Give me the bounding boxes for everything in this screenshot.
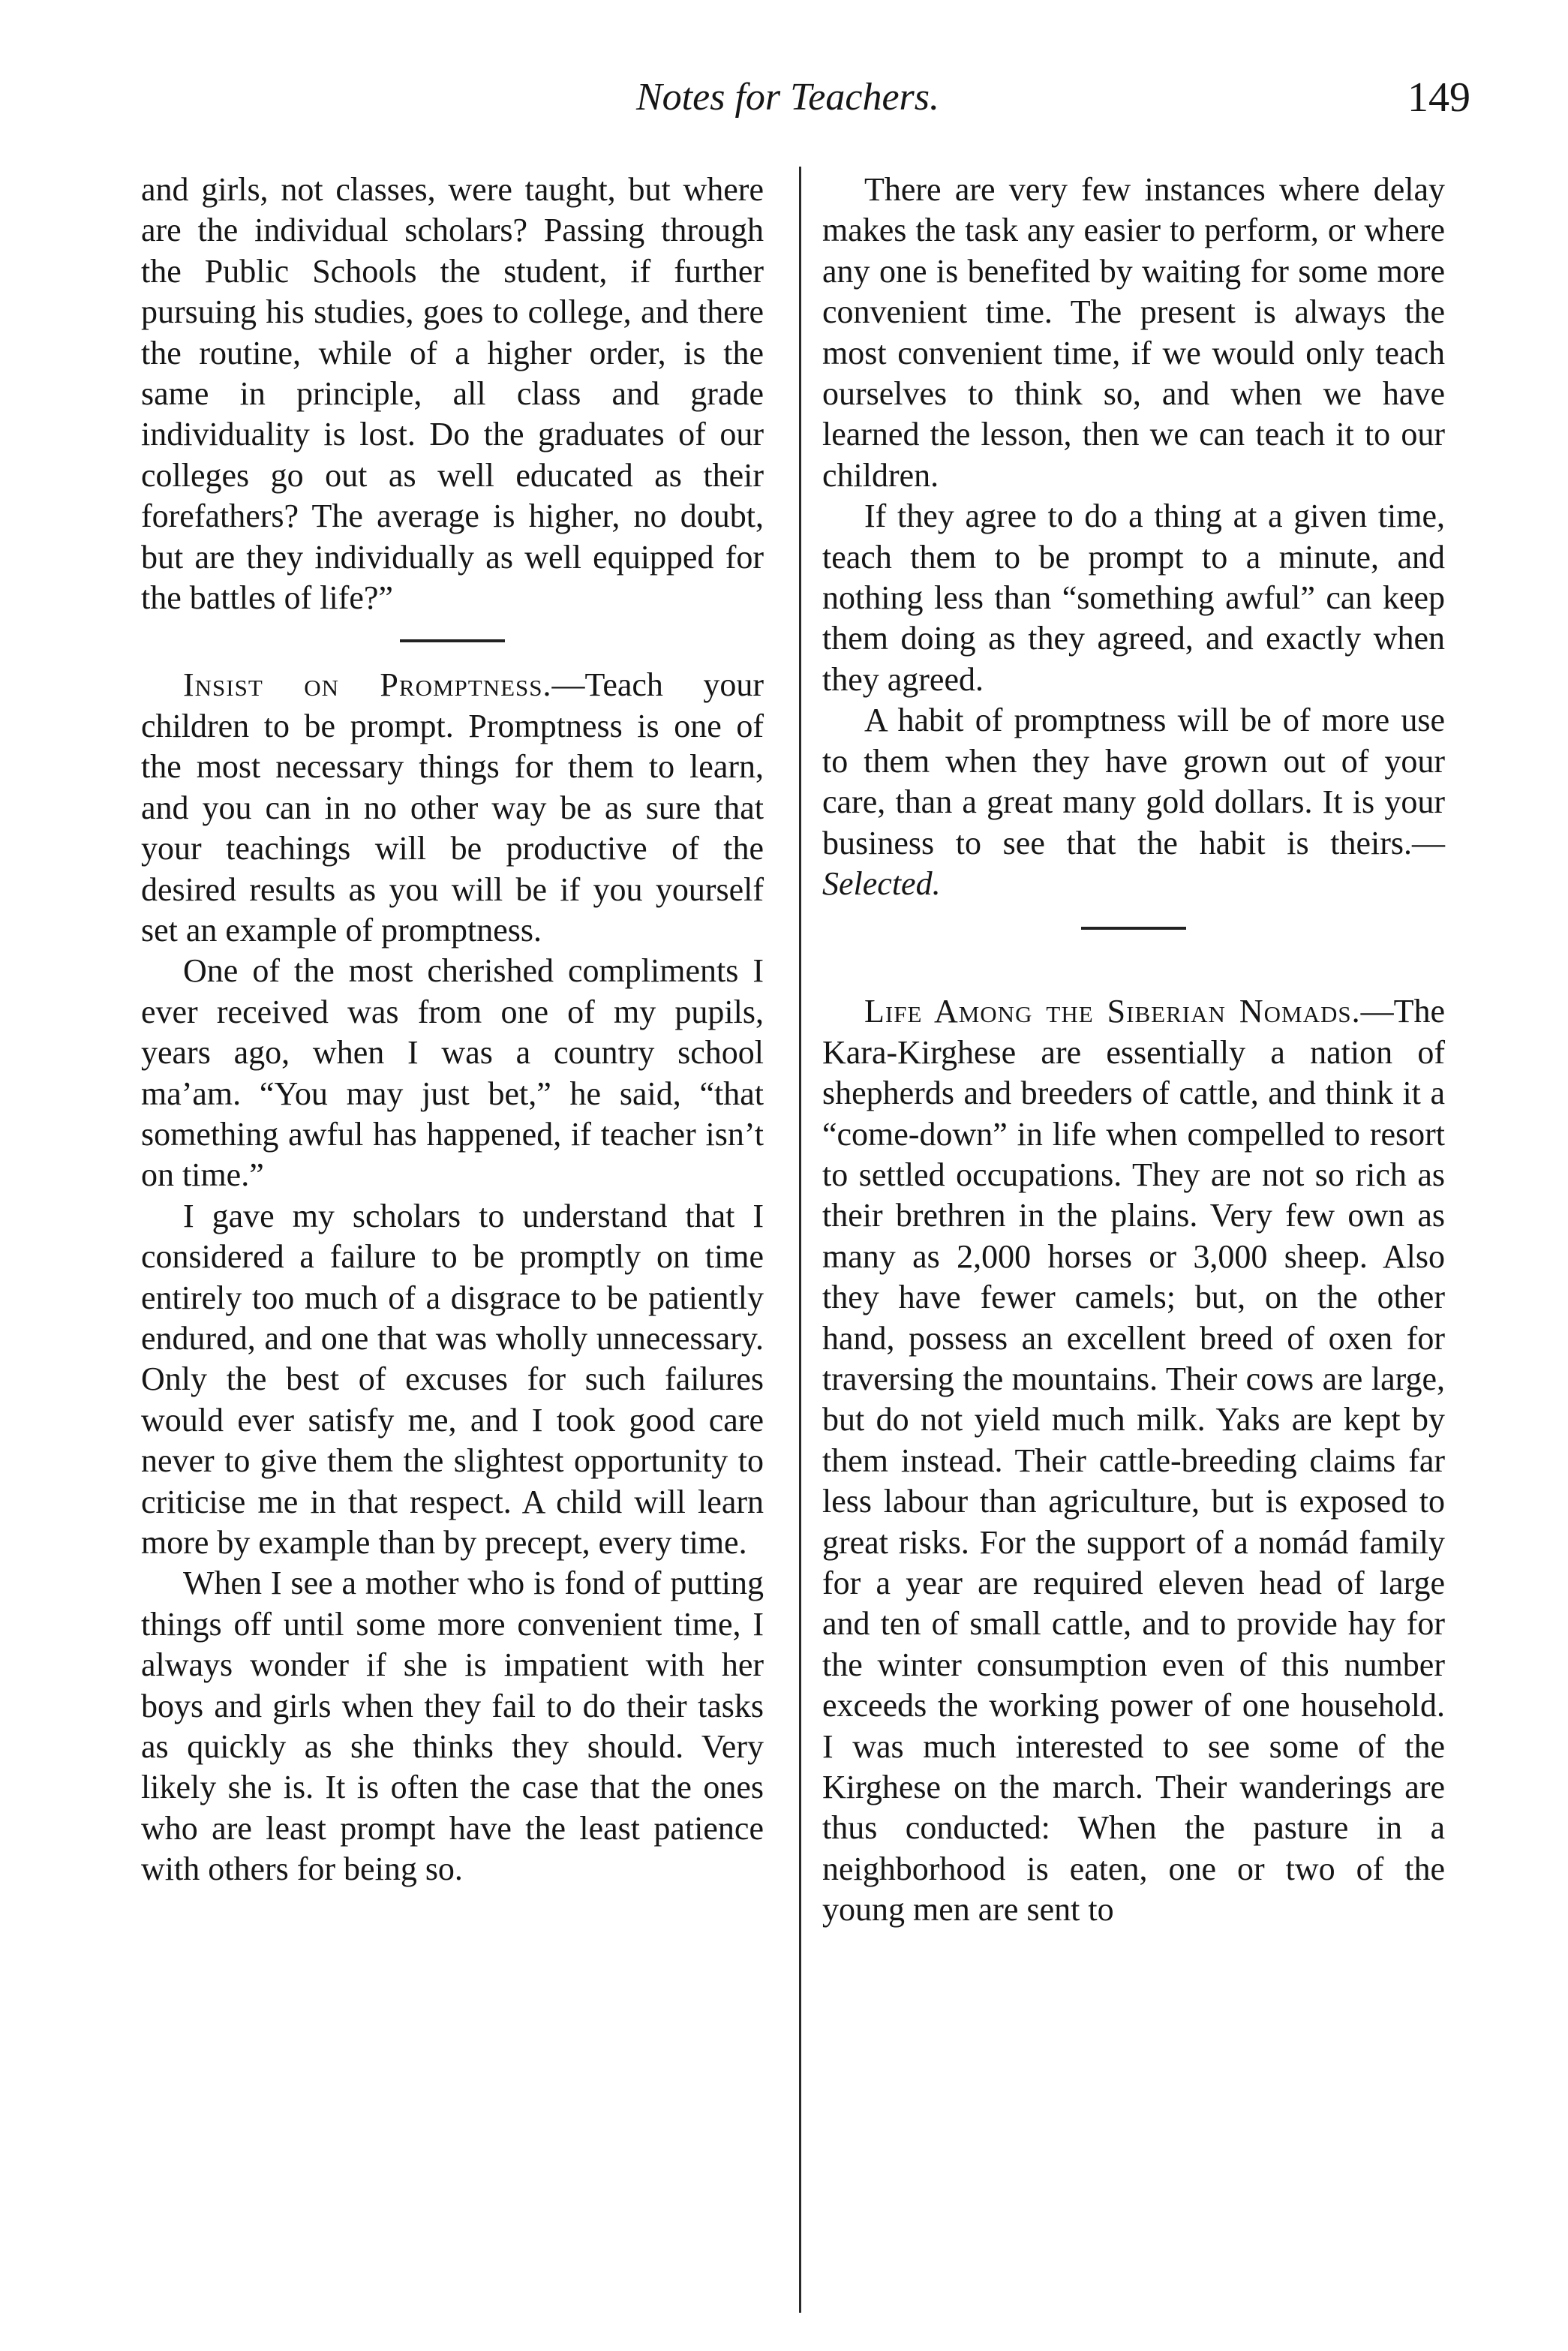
paragraph-delay: There are very few instances where delay makes the task any easier to perform, or where any one is benefited by waiting for some more convenient time. The present is always the most convenient time, if we would only teach ourselves to think so, and when we have learned the lesson, then we can teach it to our children. bbox=[822, 171, 1445, 494]
paragraph-siberian-text: —The Kara-Kirghese are essentially a nation of shepherds and breeders of cattle, and think it a “come-down” in life when compelled to resort to settled occupations. They are not so rich as their brethren in the plains. Very few own as many as 2,000 horses or 3,000 sheep. Also they have fewer camels; but, on the other hand, possess an excellent breed of oxen for traversing the mountains. Their cows are large, but do not yield much milk. Yaks are kept by them instead. Their cattle-breeding claims far less labour than agriculture, but is exposed to great risks. For the support of a nomád family for a year are required eleven head of large and ten of small cattle, and to provide hay for the winter consumption even of this number exceeds the working power of one household. I was much interested to see some of the Kirghese on the march. Their wanderings are thus conducted: When the pasture in a neighborhood is eaten, one or two of the young men are sent to bbox=[822, 993, 1445, 1929]
paragraph-siberian-nomads bbox=[822, 991, 1445, 1930]
paragraph-promptness-intro bbox=[141, 665, 764, 951]
paragraph-compliment: One of the most cherished compliments I ever received was from one of my pupils, years ago, when I was a country school ma’am. “You may just bet,” he said, “that something awful has happened, if teacher isn’t on time.” bbox=[141, 952, 764, 1194]
running-title: Notes for Teachers. bbox=[636, 76, 939, 119]
paragraph-continued-quote: and girls, not classes, were taught, but where are the individual scholars? Passing through the Public Schools the student, if further pursuing his studies, goes to college, and there the routine, while of a higher order, is the same in principle, all class and grade individuality is lost. Do the graduates of our colleges go out as well educated as their forefathers? The average is higher, no doubt, but are they individually as well equipped for the battles of life?” bbox=[141, 171, 764, 617]
paragraph-agree: If they agree to do a thing at a given time, teach them to be prompt to a minute, and nothing less than “something awful” can keep them doing as they agreed, and exactly when they agreed. bbox=[822, 498, 1445, 698]
paragraph-scholars: I gave my scholars to understand that I considered a failure to be promptly on time entirely too much of a disgrace to be patiently endured, and one that was wholly unnecessary. Only the best of excuses for such failures would ever satisfy me, and I took good care never to give them the slightest opportunity to criticise me in that respect. A child will learn more by example than by precept, every time. bbox=[141, 1197, 764, 1561]
section-divider bbox=[400, 639, 505, 642]
paragraph-habit bbox=[822, 700, 1445, 904]
paragraph-promptness-text: —Teach your children to be prompt. Promptness is one of the most necessary things for them to learn, and you can in no other way be as sure that your teachings will be productive of the desired results as you will be if you yourself set an example of promptness. bbox=[141, 666, 764, 949]
section-heading-siberian: Life Among the Siberian Nomads. bbox=[864, 993, 1361, 1030]
section-divider bbox=[1081, 927, 1186, 930]
selected-credit: Selected. bbox=[822, 864, 941, 902]
paragraph-habit-text: A habit of promptness will be of more use to them when they have grown out of your care, than a great many gold dollars. It is your business to see that the habit is theirs.— bbox=[822, 702, 1445, 861]
paragraph-mother: When I see a mother who is fond of putting things off until some more convenient time, I always wonder if she is impatient with her boys and girls when they fail to do their tasks as quickly as she thinks they should. Very likely she is. It is often the case that the ones who are least prompt have the least patience with others for being so. bbox=[141, 1565, 764, 1888]
column-rule bbox=[799, 167, 801, 2313]
running-head bbox=[0, 75, 1568, 135]
page-number: 149 bbox=[1407, 74, 1470, 121]
section-heading-promptness: Insist on Promptness. bbox=[183, 666, 552, 704]
right-column bbox=[822, 170, 1445, 1931]
left-column bbox=[141, 170, 764, 1890]
